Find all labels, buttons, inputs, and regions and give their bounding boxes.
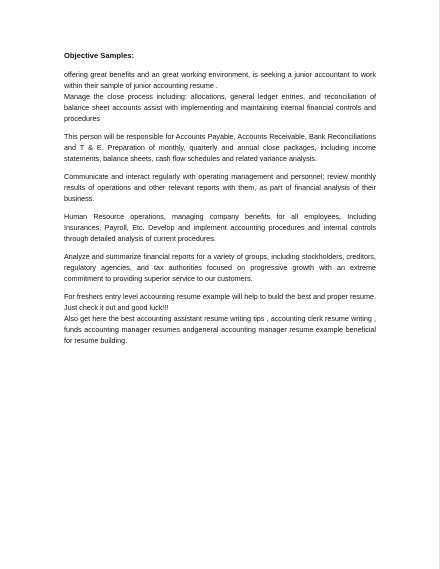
paragraph-line: Analyze and summarize financial reports for a variety of groups, including stockholders, creditors, regulatory agencies, and tax authorities focused on progressive growth with an extreme commitment to providing superior service to our customers. xyxy=(64,252,376,283)
paragraph-line: Also get here the best accounting assistant resume writing tips , accounting clerk resume writing , funds accounting manager resumes andgeneral accounting manager resume example beneficial for resume building. xyxy=(64,314,376,345)
paragraph-line: Communicate and interact regularly with operating management and personnel; review monthly results of operations and other relevant reports with them, as part of financial analysis of their business. xyxy=(64,172,376,203)
paragraph-line: Human Resource operations, managing company benefits for all employees, Including Insurances, Payroll, Etc. Develop and implement accounting procedures and internal controls through detailed analysis of current procedures. xyxy=(64,212,376,243)
paragraph-human-resources xyxy=(64,211,376,244)
paragraph-line: Manage the close process including: allocations, general ledger entries, and reconciliation of balance sheet accounts assist with implementing and maintaining internal financial controls and procedures xyxy=(64,92,376,123)
paragraph-line: This person will be responsible for Accounts Payable, Accounts Receivable, Bank Reconciliations and T & E. Preparation of monthly, quarterly and annual close packages, including income statements, balance sheets, cash flow schedules and related variance analysis. xyxy=(64,132,376,163)
paragraph-resume-tips xyxy=(64,291,376,346)
document-title: Objective Samples: xyxy=(64,51,135,60)
paragraph-communication xyxy=(64,171,376,204)
paragraph-financial-reports xyxy=(64,251,376,284)
paragraph-job-overview xyxy=(64,69,376,124)
paragraph-line: offering great benefits and an great working environment, is seeking a junior accountant to work within their sample of junior accounting resume . xyxy=(64,70,376,90)
paragraph-line: For freshers entry level accounting resume example will help to build the best and proper resume. Just check it out and good luck!!! xyxy=(64,292,376,312)
document-body xyxy=(64,50,376,353)
paragraph-responsibilities xyxy=(64,131,376,164)
